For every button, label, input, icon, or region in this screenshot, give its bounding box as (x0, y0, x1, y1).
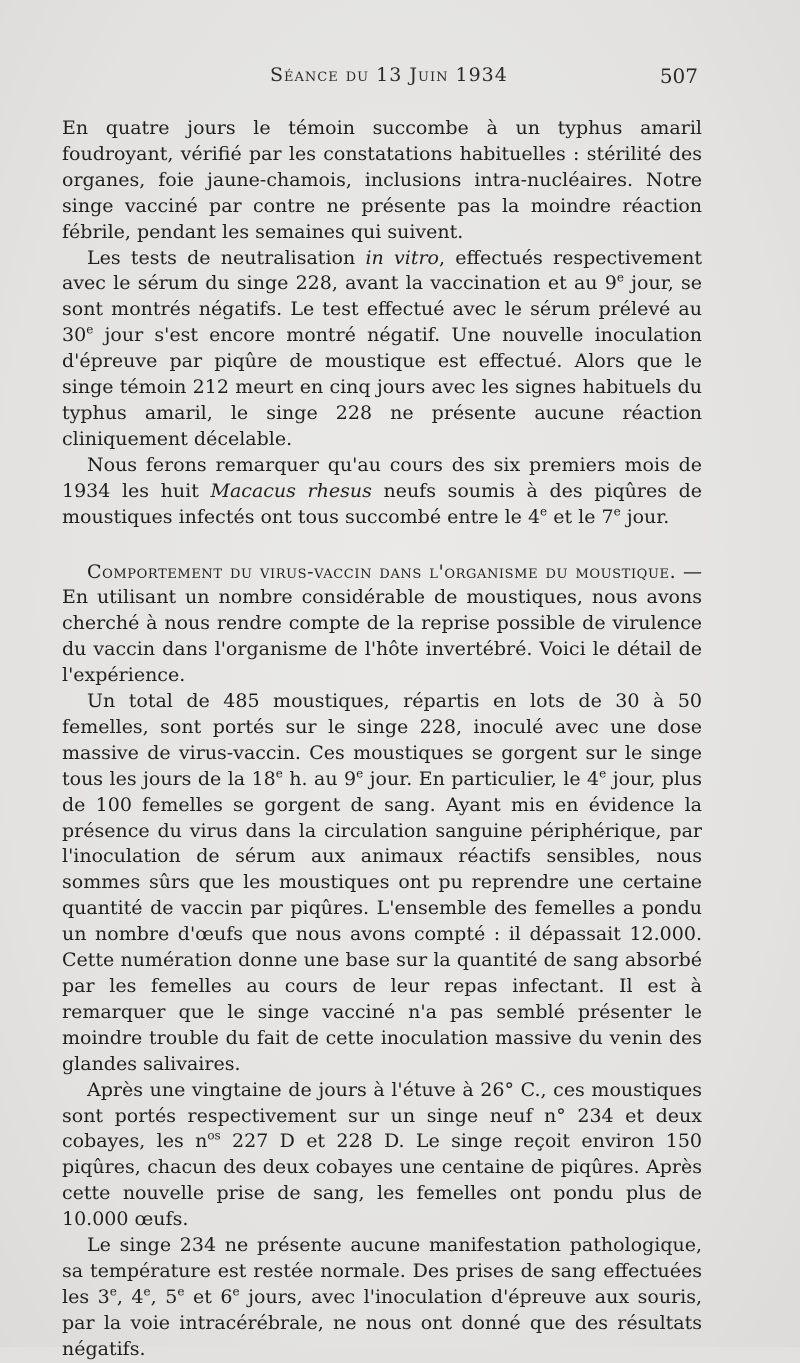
paragraph-2 (62, 246, 702, 453)
body-text (62, 116, 702, 1363)
ordinal-superscript: e (616, 271, 624, 286)
ordinal-superscript: e (599, 766, 607, 781)
text-span: , 5 (150, 1285, 178, 1308)
text-span: neufs soumis à des piqûres de moustiques infectés ont tous succombé entre le 4 (62, 479, 702, 528)
paragraph-4 (62, 560, 702, 690)
ordinal-superscript: e (86, 322, 94, 337)
ordinal-superscript: e (356, 766, 364, 781)
text-span: , 4 (116, 1285, 144, 1308)
text-span: jour. En particulier, le 4 (363, 767, 600, 790)
text-span: jour. (620, 505, 670, 528)
number-superscript: os (207, 1129, 221, 1144)
running-title: Séance du 13 Juin 1934 (270, 64, 508, 86)
text-span: Après une vingtaine de jours à l'étuve à 26° C., ces moustiques sont portés respectivement sur un singe neuf n° 234 et deux cobayes, les n (62, 1078, 702, 1153)
text-span: jour, plus de 100 femelles se gorgent de sang. Ayant mis en évidence la présence du virus dans la circulation sanguine périphérique, par l'inoculation de sérum aux animaux réactifs sensibles, nous sommes sûrs que les moustiques ont pu reprendre une certaine quantité de vaccin par piqûres. L'ensemble des femelles a pondu un nombre d'œufs que nous avons compté : il dépassait 12.000. Cette numération donne une base sur la quantité de sang absorbé par les femelles au cours de leur repas infectant. Il est à remarquer que le singe vacciné n'a pas semblé présenter le moindre trouble du fait de cette inoculation massive du venin des glandes salivaires. (62, 767, 702, 1075)
text-span: Nous ferons remarquer qu'au cours des six premiers mois de 1934 les huit (62, 453, 702, 502)
ordinal-superscript: e (143, 1284, 151, 1299)
section-heading: Comportement du virus-vaccin dans l'organisme du moustique. (87, 560, 677, 583)
text-span: Un total de 485 moustiques, répartis en lots de 30 à 50 femelles, sont portés sur le singe 228, inoculé avec une dose massive de virus-vaccin. Ces moustiques se gorgent sur le singe tous les jours de la 18 (62, 690, 702, 790)
paragraph-5 (62, 689, 702, 1078)
paragraph-1: En quatre jours le témoin succombe à un typhus amaril foudroyant, vérifié par les constatations habituelles : stérilité des organes, foie jaune-chamois, inclusions intra-nucléaires. Notre singe vacciné par contre ne présente pas la moindre réaction fébrile, pendant les semaines qui suivent. (62, 117, 702, 243)
ordinal-superscript: e (109, 1284, 117, 1299)
text-span: et 6 (184, 1285, 233, 1308)
ordinal-superscript: e (613, 504, 621, 519)
ordinal-superscript: e (275, 766, 283, 781)
italic-term: in vitro (365, 246, 439, 269)
page-number: 507 (659, 64, 698, 88)
paragraph-7 (62, 1233, 702, 1363)
text-span: Les tests de neutralisation (87, 246, 366, 269)
paragraph-3 (62, 453, 702, 531)
text-span: et le 7 (547, 505, 614, 528)
page-header (0, 64, 800, 94)
paragraph-6 (62, 1078, 702, 1233)
text-span: jour s'est encore montré négatif. Une nouvelle inoculation d'épreuve par piqûre de moustique est effectué. Alors que le singe témoin 212 meurt en cinq jours avec les signes habituels du typhus amaril, le singe 228 ne présente aucune réaction cliniquement décelable. (62, 324, 702, 450)
text-span: jour, se sont montrés négatifs. Le test effectué avec le sérum prélevé au 30 (62, 272, 702, 347)
text-span: — En utilisant un nombre considérable de moustiques, nous avons cherché à nous rendre compte de la reprise possible de virulence du vaccin dans l'organisme de l'hôte invertébré. Voici le détail de l'expérience. (62, 560, 702, 687)
text-span: h. au 9 (282, 767, 357, 790)
ordinal-superscript: e (540, 504, 548, 519)
text-span: jours, avec l'inoculation d'épreuve aux souris, par la voie intracérébrale, ne nous ont donné que des résultats négatifs. (62, 1285, 703, 1360)
ordinal-superscript: e (232, 1284, 240, 1299)
text-span: , effectués respectivement avec le sérum du singe 228, avant la vaccination et au 9 (62, 246, 702, 295)
text-span: 227 D et 228 D. Le singe reçoit environ 150 piqûres, chacun des deux cobayes une centaine de piqûres. Après cette nouvelle prise de sang, les femelles ont pondu plus de 10.000 œufs. (62, 1130, 702, 1231)
text-span: Le singe 234 ne présente aucune manifestation pathologique, sa température est restée normale. Des prises de sang effectuées les 3 (62, 1234, 702, 1308)
ordinal-superscript: e (177, 1284, 185, 1299)
species-name: Macacus rhesus (210, 479, 372, 502)
